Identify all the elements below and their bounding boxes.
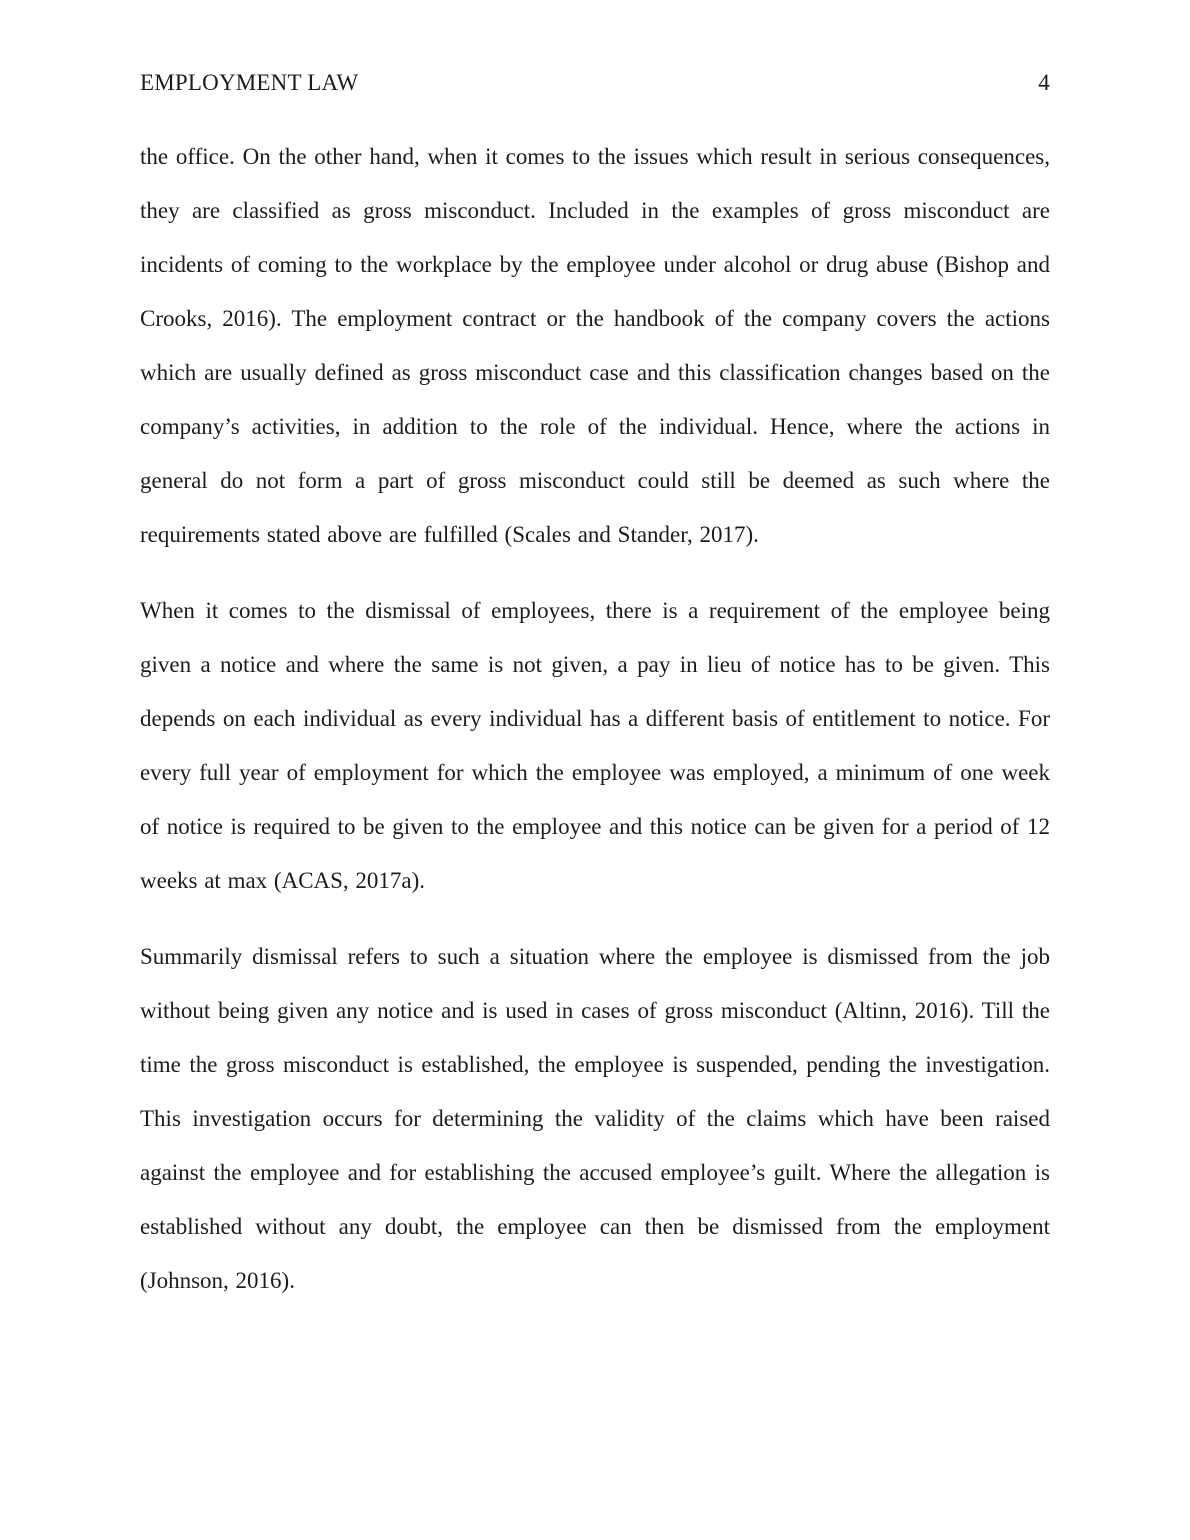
page-header xyxy=(140,70,1050,96)
page-number: 4 xyxy=(1038,70,1050,95)
running-head: EMPLOYMENT LAW xyxy=(140,70,359,95)
paragraph-dismissal-notice: When it comes to the dismissal of employees, there is a requirement of the employee being given a notice and where the same is not given, a pay in lieu of notice has to be given. This depends on each individual as every individual has a different basis of entitlement to notice. For every full year of employment for which the employee was employed, a minimum of one week of notice is required to be given to the employee and this notice can be given for a period of 12 weeks at max (ACAS, 2017a). xyxy=(140,598,1050,893)
paragraph-gross-misconduct: the office. On the other hand, when it comes to the issues which result in serious consequences, they are classified as gross misconduct. Included in the examples of gross misconduct are incidents of coming to the workplace by the employee under alcohol or drug abuse (Bishop and Crooks, 2016). The employment contract or the handbook of the company covers the actions which are usually defined as gross misconduct case and this classification changes based on the company’s activities, in addition to the role of the individual. Hence, where the actions in general do not form a part of gross misconduct could still be deemed as such where the requirements stated above are fulfilled (Scales and Stander, 2017). xyxy=(140,144,1050,547)
paragraph-summary-dismissal: Summarily dismissal refers to such a situation where the employee is dismissed from the job without being given any notice and is used in cases of gross misconduct (Altinn, 2016). Till the time the gross misconduct is established, the employee is suspended, pending the investigation. This investigation occurs for determining the validity of the claims which have been raised against the employee and for establishing the accused employee’s guilt. Where the allegation is established without any doubt, the employee can then be dismissed from the employment (Johnson, 2016). xyxy=(140,944,1050,1293)
page-body xyxy=(140,130,1050,1308)
